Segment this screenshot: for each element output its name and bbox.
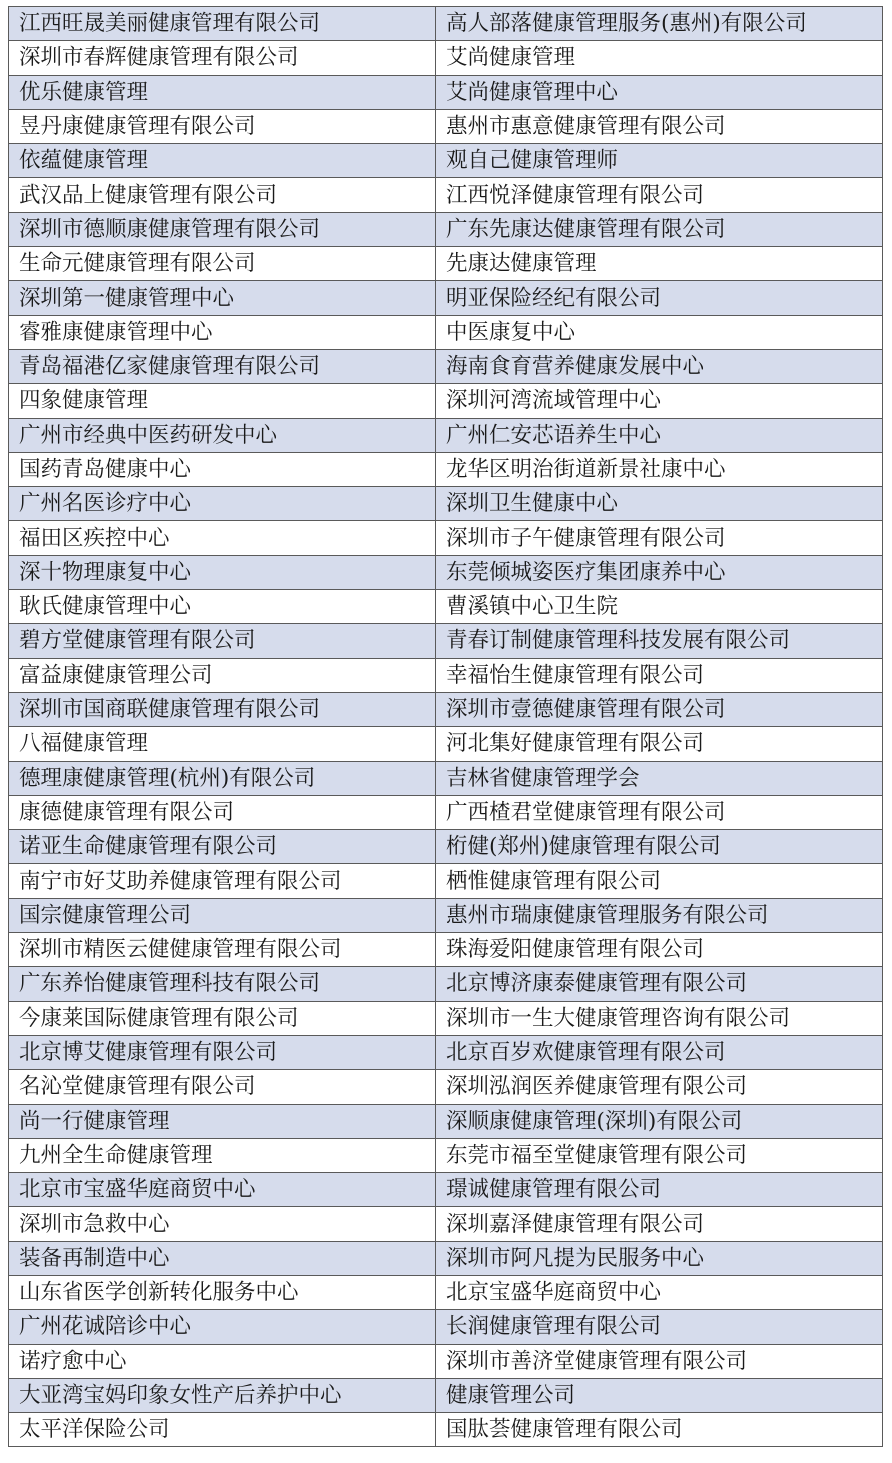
- right-cell: 健康管理公司: [436, 1378, 883, 1412]
- right-cell: 广州仁安芯语养生中心: [436, 418, 883, 452]
- right-cell: 惠州市惠意健康管理有限公司: [436, 109, 883, 143]
- left-cell: 优乐健康管理: [9, 75, 436, 109]
- left-cell: 碧方堂健康管理有限公司: [9, 624, 436, 658]
- right-cell: 河北集好健康管理有限公司: [436, 727, 883, 761]
- table-row: [9, 315, 883, 349]
- right-cell: 栖惟健康管理有限公司: [436, 864, 883, 898]
- table-row: [9, 898, 883, 932]
- table-row: [9, 247, 883, 281]
- left-cell: 九州全生命健康管理: [9, 1138, 436, 1172]
- right-cell: 广东先康达健康管理有限公司: [436, 212, 883, 246]
- left-cell: 北京市宝盛华庭商贸中心: [9, 1173, 436, 1207]
- table-row: [9, 418, 883, 452]
- left-cell: 生命元健康管理有限公司: [9, 247, 436, 281]
- right-cell: 深圳市阿凡提为民服务中心: [436, 1241, 883, 1275]
- right-cell: 幸福怡生健康管理有限公司: [436, 658, 883, 692]
- table-row: [9, 830, 883, 864]
- table-row: [9, 212, 883, 246]
- table-row: [9, 349, 883, 383]
- left-cell: 广州名医诊疗中心: [9, 487, 436, 521]
- right-cell: 龙华区明治街道新景社康中心: [436, 452, 883, 486]
- left-cell: 四象健康管理: [9, 384, 436, 418]
- left-cell: 德理康健康管理(杭州)有限公司: [9, 761, 436, 795]
- right-cell: 江西悦泽健康管理有限公司: [436, 178, 883, 212]
- right-cell: 高人部落健康管理服务(惠州)有限公司: [436, 7, 883, 41]
- left-cell: 武汉品上健康管理有限公司: [9, 178, 436, 212]
- left-cell: 深圳市急救中心: [9, 1207, 436, 1241]
- table-row: [9, 7, 883, 41]
- left-cell: 睿雅康健康管理中心: [9, 315, 436, 349]
- left-cell: 江西旺晟美丽健康管理有限公司: [9, 7, 436, 41]
- table-row: [9, 1104, 883, 1138]
- table-row: [9, 1035, 883, 1069]
- table-row: [9, 1378, 883, 1412]
- left-cell: 今康莱国际健康管理有限公司: [9, 1001, 436, 1035]
- table-row: [9, 967, 883, 1001]
- table-row: [9, 1241, 883, 1275]
- right-cell: 深圳嘉泽健康管理有限公司: [436, 1207, 883, 1241]
- left-cell: 深十物理康复中心: [9, 555, 436, 589]
- left-cell: 深圳市精医云健健康管理有限公司: [9, 933, 436, 967]
- table-row: [9, 795, 883, 829]
- left-cell: 南宁市好艾助养健康管理有限公司: [9, 864, 436, 898]
- right-cell: 东莞倾城姿医疗集团康养中心: [436, 555, 883, 589]
- table-row: [9, 521, 883, 555]
- left-cell: 太平洋保险公司: [9, 1413, 436, 1447]
- table-row: [9, 384, 883, 418]
- table-row: [9, 761, 883, 795]
- table-row: [9, 624, 883, 658]
- table-row: [9, 864, 883, 898]
- left-cell: 诺亚生命健康管理有限公司: [9, 830, 436, 864]
- table-row: [9, 75, 883, 109]
- right-cell: 长润健康管理有限公司: [436, 1310, 883, 1344]
- table-row: [9, 109, 883, 143]
- left-cell: 八福健康管理: [9, 727, 436, 761]
- table-row: [9, 727, 883, 761]
- table-row: [9, 590, 883, 624]
- table-row: [9, 452, 883, 486]
- right-cell: 艾尚健康管理: [436, 41, 883, 75]
- table-row: [9, 658, 883, 692]
- right-cell: 深圳市壹德健康管理有限公司: [436, 692, 883, 726]
- right-cell: 深圳市一生大健康管理咨询有限公司: [436, 1001, 883, 1035]
- right-cell: 深圳市子午健康管理有限公司: [436, 521, 883, 555]
- table-row: [9, 1001, 883, 1035]
- right-cell: 深圳泓润医养健康管理有限公司: [436, 1070, 883, 1104]
- table-row: [9, 178, 883, 212]
- right-cell: 深圳河湾流域管理中心: [436, 384, 883, 418]
- left-cell: 广东养怡健康管理科技有限公司: [9, 967, 436, 1001]
- table-row: [9, 41, 883, 75]
- left-cell: 山东省医学创新转化服务中心: [9, 1275, 436, 1309]
- left-cell: 名沁堂健康管理有限公司: [9, 1070, 436, 1104]
- right-cell: 桁健(郑州)健康管理有限公司: [436, 830, 883, 864]
- left-cell: 耿氏健康管理中心: [9, 590, 436, 624]
- right-cell: 曹溪镇中心卫生院: [436, 590, 883, 624]
- table-row: [9, 1413, 883, 1447]
- right-cell: 深圳市善济堂健康管理有限公司: [436, 1344, 883, 1378]
- table-row: [9, 1344, 883, 1378]
- right-cell: 东莞市福至堂健康管理有限公司: [436, 1138, 883, 1172]
- left-cell: 深圳第一健康管理中心: [9, 281, 436, 315]
- table-row: [9, 487, 883, 521]
- right-cell: 中医康复中心: [436, 315, 883, 349]
- organization-list: [8, 6, 882, 1447]
- right-cell: 吉林省健康管理学会: [436, 761, 883, 795]
- right-cell: 先康达健康管理: [436, 247, 883, 281]
- organization-table: [8, 6, 883, 1447]
- left-cell: 依蕴健康管理: [9, 144, 436, 178]
- right-cell: 惠州市瑞康健康管理服务有限公司: [436, 898, 883, 932]
- right-cell: 广西楂君堂健康管理有限公司: [436, 795, 883, 829]
- table-row: [9, 1070, 883, 1104]
- left-cell: 广州市经典中医药研发中心: [9, 418, 436, 452]
- right-cell: 北京宝盛华庭商贸中心: [436, 1275, 883, 1309]
- left-cell: 福田区疾控中心: [9, 521, 436, 555]
- left-cell: 国药青岛健康中心: [9, 452, 436, 486]
- right-cell: 深圳卫生健康中心: [436, 487, 883, 521]
- right-cell: 明亚保险经纪有限公司: [436, 281, 883, 315]
- right-cell: 艾尚健康管理中心: [436, 75, 883, 109]
- left-cell: 北京博艾健康管理有限公司: [9, 1035, 436, 1069]
- left-cell: 昱丹康健康管理有限公司: [9, 109, 436, 143]
- table-row: [9, 1275, 883, 1309]
- left-cell: 富益康健康管理公司: [9, 658, 436, 692]
- left-cell: 深圳市春辉健康管理有限公司: [9, 41, 436, 75]
- table-row: [9, 281, 883, 315]
- table-row: [9, 1310, 883, 1344]
- right-cell: 北京博济康泰健康管理有限公司: [436, 967, 883, 1001]
- right-cell: 璟诚健康管理有限公司: [436, 1173, 883, 1207]
- table-row: [9, 1207, 883, 1241]
- left-cell: 大亚湾宝妈印象女性产后养护中心: [9, 1378, 436, 1412]
- left-cell: 康德健康管理有限公司: [9, 795, 436, 829]
- table-row: [9, 692, 883, 726]
- right-cell: 国肽荟健康管理有限公司: [436, 1413, 883, 1447]
- table-row: [9, 1138, 883, 1172]
- left-cell: 装备再制造中心: [9, 1241, 436, 1275]
- right-cell: 海南食育营养健康发展中心: [436, 349, 883, 383]
- left-cell: 尚一行健康管理: [9, 1104, 436, 1138]
- table-row: [9, 555, 883, 589]
- left-cell: 深圳市国商联健康管理有限公司: [9, 692, 436, 726]
- right-cell: 观自己健康管理师: [436, 144, 883, 178]
- right-cell: 珠海爱阳健康管理有限公司: [436, 933, 883, 967]
- right-cell: 深顺康健康管理(深圳)有限公司: [436, 1104, 883, 1138]
- left-cell: 广州花诚陪诊中心: [9, 1310, 436, 1344]
- table-row: [9, 933, 883, 967]
- right-cell: 青春订制健康管理科技发展有限公司: [436, 624, 883, 658]
- left-cell: 诺疗愈中心: [9, 1344, 436, 1378]
- table-row: [9, 144, 883, 178]
- left-cell: 青岛福港亿家健康管理有限公司: [9, 349, 436, 383]
- left-cell: 国宗健康管理公司: [9, 898, 436, 932]
- table-row: [9, 1173, 883, 1207]
- left-cell: 深圳市德顺康健康管理有限公司: [9, 212, 436, 246]
- table-body: [9, 7, 883, 1447]
- right-cell: 北京百岁欢健康管理有限公司: [436, 1035, 883, 1069]
